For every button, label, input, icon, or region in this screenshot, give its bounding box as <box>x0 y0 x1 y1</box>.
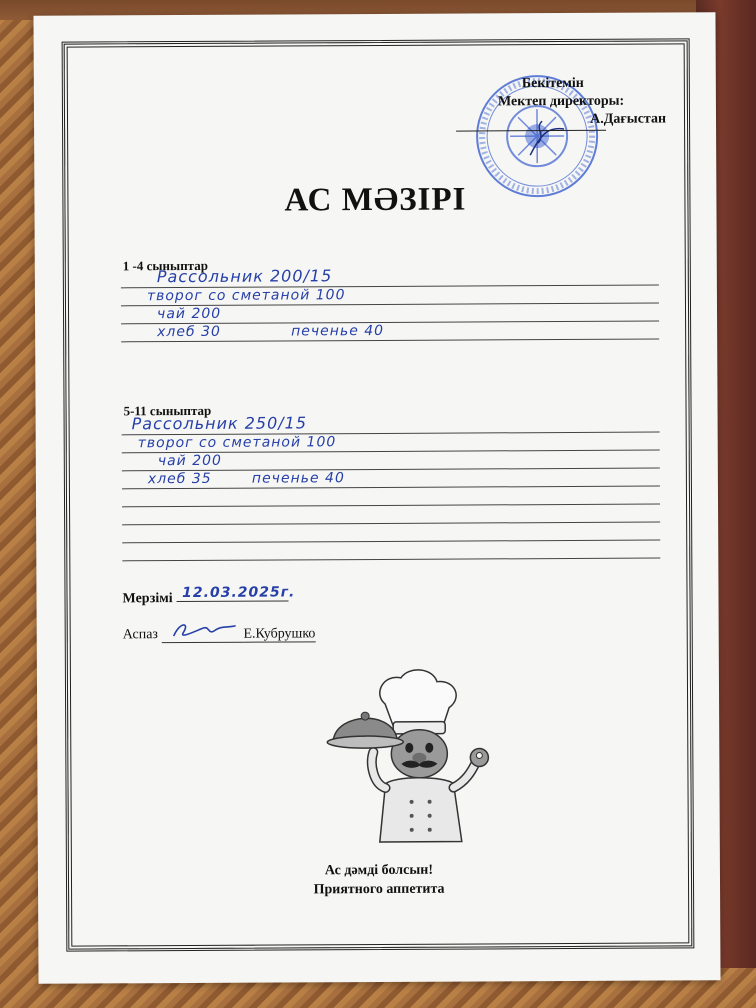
approval-block <box>464 74 704 131</box>
term-blank <box>176 584 296 602</box>
menu-lines-1-4 <box>121 268 659 343</box>
menu-item: чай 200 <box>156 305 222 323</box>
menu-item: печенье 40 <box>251 470 345 487</box>
footer-wishes <box>38 860 720 901</box>
footer-line-kazakh: Ас дәмді болсын! <box>324 862 434 879</box>
term-date: 12.03.2025г. <box>182 584 296 602</box>
term-row <box>122 584 296 607</box>
menu-item: Рассольник 200/15 <box>156 266 333 287</box>
menu-item: хлеб 30 <box>157 323 221 341</box>
menu-item: творог со сметаной 100 <box>137 434 337 452</box>
footer-line-russian: Приятного аппетита <box>313 881 445 898</box>
menu-item: хлеб 35 <box>147 470 212 488</box>
approval-signer: А.Дағыстан <box>590 111 667 128</box>
menu-line-empty <box>122 541 660 562</box>
menu-sheet <box>33 12 720 984</box>
approval-title: Мектеп директоры: <box>497 93 625 110</box>
menu-line <box>121 322 659 343</box>
section-label-5-11: 5-11 сыныптар <box>123 402 212 419</box>
menu-item: Рассольник 250/15 <box>131 413 308 434</box>
approval-heading: Бекітемін <box>521 75 584 92</box>
chef-illustration <box>293 663 504 844</box>
cook-signature-line <box>161 628 243 643</box>
term-label: Мерзімі <box>122 591 173 607</box>
menu-lines-5-11 <box>122 415 661 562</box>
approval-signature-line <box>456 111 667 131</box>
cook-label: Аспаз <box>122 627 158 643</box>
cook-signature <box>169 620 239 642</box>
cook-row <box>123 626 316 643</box>
menu-item: печенье 40 <box>291 322 385 340</box>
menu-item: творог со сметаной 100 <box>146 287 346 305</box>
page-title: АС МӘЗІРІ <box>284 181 467 219</box>
section-label-1-4: 1 -4 сыныптар <box>122 257 208 274</box>
cook-name: Е.Кубрушко <box>243 626 316 642</box>
menu-item: чай 200 <box>157 452 222 470</box>
